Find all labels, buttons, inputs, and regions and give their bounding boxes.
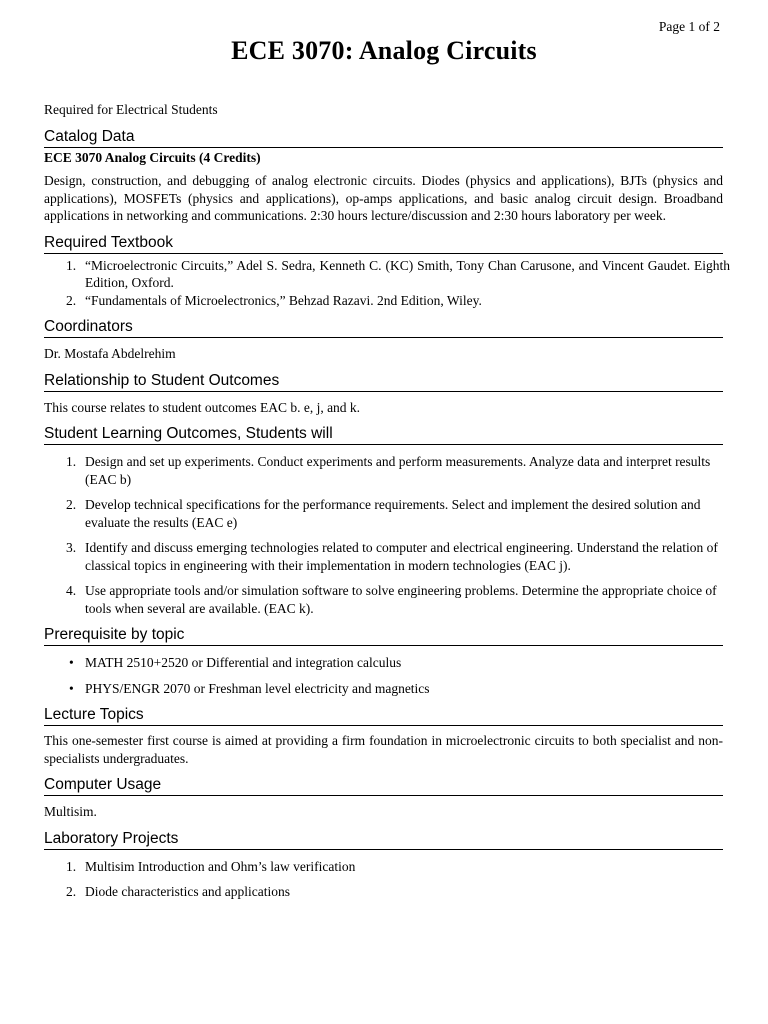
list-item-text: “Microelectronic Circuits,” Adel S. Sedra, Kenneth C. (KC) Smith, Tony Chan Carusone, and Vincent Gaudet. Eighth Edition, Oxford. [85,257,730,290]
list-item-text: Multisim Introduction and Ohm’s law verification [85,858,356,874]
list-item-text: Use appropriate tools and/or simulation software to solve engineering problems. Determine the appropriate choice of tools when several are available. (EAC k). [85,583,717,616]
prerequisite-section [44,625,723,697]
course-line: ECE 3070 Analog Circuits (4 Credits) [44,149,261,165]
required-for-note: Required for Electrical Students [44,102,218,117]
document-body [44,101,730,909]
list-item-text: Develop technical specifications for the performance requirements. Select and implement the desired solution and evaluate the results (EAC e) [85,497,701,530]
list-item [44,453,723,488]
page-number: Page 1 of 2 [658,19,720,34]
student-outcomes-text: This course relates to student outcomes EAC b. e, j, and k. [44,399,361,415]
catalog-description: Design, construction, and debugging of analog electronic circuits. Diodes (physics and applications), BJTs (physics and applications), MOSFETs (physics and applications), op-amps applications, and basic analog circuit design. Broadband applications in networking and communications. 2:30 hours lecture/discussion and 2:30 hours laboratory per week. [44,173,723,223]
lecture-topics-section [44,705,723,767]
bullet-icon: • [69,655,74,670]
list-item-text: “Fundamentals of Microelectronics,” Behzad Razavi. 2nd Edition, Wiley. [85,292,482,308]
list-marker: 2. [66,292,77,308]
lecture-topics-heading: Lecture Topics [44,705,723,726]
student-outcomes-section [44,371,723,417]
list-item [44,496,723,531]
list-item [44,654,723,672]
list-item [44,582,723,617]
list-marker: 1. [66,858,77,874]
required-textbook-section [44,233,730,310]
laboratory-projects-list [44,858,723,901]
bullet-icon: • [69,680,74,696]
student-outcomes-heading: Relationship to Student Outcomes [44,371,723,392]
laboratory-projects-section [44,829,723,901]
list-item [44,883,723,901]
catalog-data-heading: Catalog Data [44,127,723,148]
laboratory-projects-heading: Laboratory Projects [44,829,723,850]
lecture-topics-text: This one-semester first course is aimed at providing a firm foundation in microelectronic circuits to both specialist and non-specialists undergraduates. [44,733,723,766]
computer-usage-heading: Computer Usage [44,775,723,796]
list-marker: 1. [66,454,77,469]
list-item [44,680,723,698]
required-textbook-heading: Required Textbook [44,233,723,254]
learning-outcomes-heading: Student Learning Outcomes, Students will [44,424,723,445]
coordinator-name: Dr. Mostafa Abdelrehim [44,346,176,361]
coordinators-section [44,317,723,363]
list-marker: 2. [66,497,77,512]
list-item [44,257,730,292]
list-item-text: PHYS/ENGR 2070 or Freshman level electricity and magnetics [85,680,430,696]
list-marker: 1. [66,257,77,273]
prerequisite-heading: Prerequisite by topic [44,625,723,646]
list-item-text: Diode characteristics and applications [85,884,291,899]
catalog-data-section [44,127,723,225]
list-marker: 4. [66,583,77,598]
coordinators-heading: Coordinators [44,317,723,338]
list-item-text: Identify and discuss emerging technologies related to computer and electrical engineering. Understand the relation of classical topics in engineering with their implementation in modern technologies (EAC j). [85,540,718,573]
textbook-list [44,257,730,310]
learning-outcomes-section [44,424,723,617]
list-marker: 2. [66,884,77,899]
list-item [44,539,723,574]
document-title: ECE 3070: Analog Circuits [231,36,537,65]
list-item-text: MATH 2510+2520 or Differential and integration calculus [85,655,402,670]
list-marker: 3. [66,540,77,555]
list-item [44,292,730,310]
computer-usage-section [44,775,723,821]
list-item [44,858,723,876]
computer-usage-text: Multisim. [44,804,97,819]
learning-outcomes-list [44,453,723,617]
list-item-text: Design and set up experiments. Conduct experiments and perform measurements. Analyze data and interpret results (EAC b) [85,454,711,487]
prerequisite-list [44,654,723,697]
